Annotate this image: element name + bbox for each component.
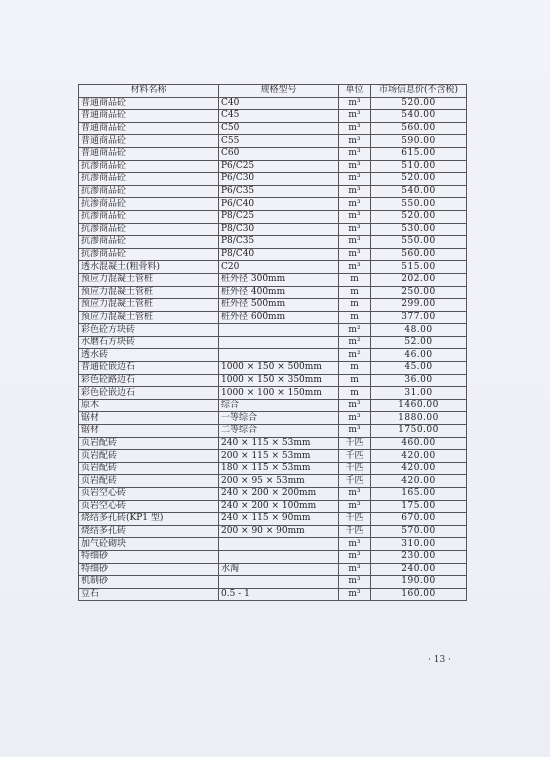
table-body bbox=[79, 97, 467, 601]
cell-material-name: 抗渗商品砼 bbox=[79, 160, 219, 173]
cell-unit: m³ bbox=[339, 135, 371, 148]
cell-price: 550.00 bbox=[371, 236, 467, 249]
cell-price: 250.00 bbox=[371, 286, 467, 299]
cell-price: 460.00 bbox=[371, 437, 467, 450]
cell-unit: m³ bbox=[339, 550, 371, 563]
cell-material-name: 透水混凝土(粗骨料) bbox=[79, 261, 219, 274]
table-row bbox=[79, 525, 467, 538]
table-row bbox=[79, 97, 467, 110]
cell-spec: P8/C40 bbox=[219, 248, 339, 261]
cell-price: 36.00 bbox=[371, 374, 467, 387]
cell-spec: P6/C35 bbox=[219, 185, 339, 198]
cell-spec: 180 × 115 × 53mm bbox=[219, 462, 339, 475]
cell-spec bbox=[219, 349, 339, 362]
table-row bbox=[79, 299, 467, 312]
cell-spec bbox=[219, 576, 339, 589]
cell-unit: m² bbox=[339, 349, 371, 362]
cell-material-name: 普通商品砼 bbox=[79, 122, 219, 135]
cell-spec: 综合 bbox=[219, 399, 339, 412]
header-spec: 规格型号 bbox=[219, 85, 339, 98]
cell-unit: m bbox=[339, 299, 371, 312]
cell-spec: 200 × 90 × 90mm bbox=[219, 525, 339, 538]
cell-price: 202.00 bbox=[371, 273, 467, 286]
cell-spec: 桩外径 400mm bbox=[219, 286, 339, 299]
header-unit: 单位 bbox=[339, 85, 371, 98]
cell-spec bbox=[219, 324, 339, 337]
cell-unit: m³ bbox=[339, 488, 371, 501]
cell-price: 510.00 bbox=[371, 160, 467, 173]
table-row bbox=[79, 273, 467, 286]
table-row bbox=[79, 513, 467, 526]
cell-price: 160.00 bbox=[371, 588, 467, 601]
cell-material-name: 预应力混凝土管桩 bbox=[79, 273, 219, 286]
cell-material-name: 烧结多孔砖 bbox=[79, 525, 219, 538]
cell-price: 590.00 bbox=[371, 135, 467, 148]
cell-spec: P6/C30 bbox=[219, 173, 339, 186]
cell-material-name: 特细砂 bbox=[79, 550, 219, 563]
cell-price: 377.00 bbox=[371, 311, 467, 324]
cell-spec: 桩外径 600mm bbox=[219, 311, 339, 324]
table-row bbox=[79, 387, 467, 400]
cell-material-name: 锯材 bbox=[79, 425, 219, 438]
cell-spec: 240 × 115 × 53mm bbox=[219, 437, 339, 450]
cell-price: 420.00 bbox=[371, 462, 467, 475]
cell-spec: 1000 × 150 × 350mm bbox=[219, 374, 339, 387]
cell-material-name: 抗渗商品砼 bbox=[79, 248, 219, 261]
cell-spec: 240 × 200 × 100mm bbox=[219, 500, 339, 513]
table-row bbox=[79, 563, 467, 576]
cell-material-name: 预应力混凝土管桩 bbox=[79, 299, 219, 312]
cell-price: 530.00 bbox=[371, 223, 467, 236]
table-row bbox=[79, 311, 467, 324]
cell-material-name: 机制砂 bbox=[79, 576, 219, 589]
cell-unit: m³ bbox=[339, 147, 371, 160]
table-row bbox=[79, 261, 467, 274]
cell-material-name: 页岩空心砖 bbox=[79, 488, 219, 501]
cell-unit: m bbox=[339, 286, 371, 299]
cell-unit: m³ bbox=[339, 198, 371, 211]
table-row bbox=[79, 437, 467, 450]
cell-material-name: 抗渗商品砼 bbox=[79, 236, 219, 249]
page-number: · 13 · bbox=[428, 655, 451, 665]
cell-price: 230.00 bbox=[371, 550, 467, 563]
table-row bbox=[79, 488, 467, 501]
cell-spec: 一等综合 bbox=[219, 412, 339, 425]
cell-unit: m³ bbox=[339, 110, 371, 123]
cell-material-name: 彩色砼方块砖 bbox=[79, 324, 219, 337]
cell-material-name: 页岩配砖 bbox=[79, 475, 219, 488]
cell-unit: m³ bbox=[339, 563, 371, 576]
cell-material-name: 烧结多孔砖(KP1 型) bbox=[79, 513, 219, 526]
header-material-name: 材料名称 bbox=[79, 85, 219, 98]
cell-material-name: 锯材 bbox=[79, 412, 219, 425]
cell-material-name: 预应力混凝土管桩 bbox=[79, 311, 219, 324]
cell-unit: m³ bbox=[339, 399, 371, 412]
cell-material-name: 抗渗商品砼 bbox=[79, 185, 219, 198]
table-row bbox=[79, 198, 467, 211]
cell-unit: m³ bbox=[339, 538, 371, 551]
table-header-row bbox=[79, 85, 467, 98]
cell-spec: 桩外径 500mm bbox=[219, 299, 339, 312]
cell-spec: P6/C40 bbox=[219, 198, 339, 211]
cell-spec: C60 bbox=[219, 147, 339, 160]
table-row bbox=[79, 425, 467, 438]
table-row bbox=[79, 450, 467, 463]
cell-spec bbox=[219, 336, 339, 349]
cell-material-name: 水磨石方块砖 bbox=[79, 336, 219, 349]
cell-material-name: 特细砂 bbox=[79, 563, 219, 576]
table-row bbox=[79, 399, 467, 412]
cell-unit: 千匹 bbox=[339, 437, 371, 450]
cell-price: 560.00 bbox=[371, 248, 467, 261]
cell-unit: m³ bbox=[339, 160, 371, 173]
cell-unit: 千匹 bbox=[339, 513, 371, 526]
cell-price: 520.00 bbox=[371, 210, 467, 223]
table-row bbox=[79, 135, 467, 148]
table-row bbox=[79, 475, 467, 488]
cell-material-name: 页岩配砖 bbox=[79, 437, 219, 450]
cell-material-name: 页岩空心砖 bbox=[79, 500, 219, 513]
table-row bbox=[79, 160, 467, 173]
cell-price: 52.00 bbox=[371, 336, 467, 349]
cell-spec: 0.5 - 1 bbox=[219, 588, 339, 601]
cell-spec: 240 × 115 × 90mm bbox=[219, 513, 339, 526]
cell-spec: 200 × 115 × 53mm bbox=[219, 450, 339, 463]
cell-material-name: 普通商品砼 bbox=[79, 135, 219, 148]
cell-price: 299.00 bbox=[371, 299, 467, 312]
cell-spec bbox=[219, 538, 339, 551]
cell-price: 1460.00 bbox=[371, 399, 467, 412]
table-row bbox=[79, 173, 467, 186]
cell-spec: C20 bbox=[219, 261, 339, 274]
cell-spec: 水淘 bbox=[219, 563, 339, 576]
cell-price: 570.00 bbox=[371, 525, 467, 538]
cell-unit: m³ bbox=[339, 500, 371, 513]
cell-price: 190.00 bbox=[371, 576, 467, 589]
table-row bbox=[79, 462, 467, 475]
cell-spec: C55 bbox=[219, 135, 339, 148]
cell-material-name: 抗渗商品砼 bbox=[79, 210, 219, 223]
cell-spec: 二等综合 bbox=[219, 425, 339, 438]
cell-price: 240.00 bbox=[371, 563, 467, 576]
cell-unit: 千匹 bbox=[339, 525, 371, 538]
cell-unit: 千匹 bbox=[339, 475, 371, 488]
cell-unit: m³ bbox=[339, 210, 371, 223]
cell-unit: 千匹 bbox=[339, 450, 371, 463]
cell-material-name: 加气砼砌块 bbox=[79, 538, 219, 551]
cell-spec: C45 bbox=[219, 110, 339, 123]
cell-unit: m bbox=[339, 311, 371, 324]
cell-material-name: 豆石 bbox=[79, 588, 219, 601]
cell-unit: m³ bbox=[339, 173, 371, 186]
cell-unit: m bbox=[339, 273, 371, 286]
cell-spec: 240 × 200 × 200mm bbox=[219, 488, 339, 501]
cell-unit: m bbox=[339, 374, 371, 387]
cell-material-name: 抗渗商品砼 bbox=[79, 198, 219, 211]
cell-price: 1880.00 bbox=[371, 412, 467, 425]
table-row bbox=[79, 538, 467, 551]
cell-price: 670.00 bbox=[371, 513, 467, 526]
table-row bbox=[79, 324, 467, 337]
table-row bbox=[79, 210, 467, 223]
cell-price: 550.00 bbox=[371, 198, 467, 211]
cell-material-name: 普通商品砼 bbox=[79, 147, 219, 160]
cell-price: 31.00 bbox=[371, 387, 467, 400]
cell-spec: P6/C25 bbox=[219, 160, 339, 173]
table-row bbox=[79, 223, 467, 236]
cell-material-name: 抗渗商品砼 bbox=[79, 173, 219, 186]
cell-material-name: 普通商品砼 bbox=[79, 97, 219, 110]
cell-material-name: 页岩配砖 bbox=[79, 462, 219, 475]
cell-unit: m³ bbox=[339, 248, 371, 261]
cell-material-name: 透水砖 bbox=[79, 349, 219, 362]
table-row bbox=[79, 236, 467, 249]
cell-spec: 1000 × 100 × 150mm bbox=[219, 387, 339, 400]
cell-unit: m³ bbox=[339, 425, 371, 438]
cell-unit: m bbox=[339, 387, 371, 400]
table-row bbox=[79, 185, 467, 198]
cell-unit: m³ bbox=[339, 576, 371, 589]
cell-price: 420.00 bbox=[371, 475, 467, 488]
cell-price: 540.00 bbox=[371, 185, 467, 198]
cell-unit: m³ bbox=[339, 122, 371, 135]
table-row bbox=[79, 147, 467, 160]
cell-material-name: 彩色砼嵌边石 bbox=[79, 387, 219, 400]
table-row bbox=[79, 412, 467, 425]
table-row bbox=[79, 588, 467, 601]
cell-unit: m³ bbox=[339, 185, 371, 198]
cell-price: 165.00 bbox=[371, 488, 467, 501]
cell-price: 1750.00 bbox=[371, 425, 467, 438]
cell-price: 560.00 bbox=[371, 122, 467, 135]
cell-price: 540.00 bbox=[371, 110, 467, 123]
table-row bbox=[79, 500, 467, 513]
table-row bbox=[79, 550, 467, 563]
cell-price: 48.00 bbox=[371, 324, 467, 337]
cell-price: 615.00 bbox=[371, 147, 467, 160]
cell-spec: C50 bbox=[219, 122, 339, 135]
header-price: 市场信息价(不含税) bbox=[371, 85, 467, 98]
cell-price: 46.00 bbox=[371, 349, 467, 362]
cell-unit: 千匹 bbox=[339, 462, 371, 475]
cell-material-name: 抗渗商品砼 bbox=[79, 223, 219, 236]
cell-spec: 200 × 95 × 53mm bbox=[219, 475, 339, 488]
cell-unit: m² bbox=[339, 324, 371, 337]
cell-unit: m³ bbox=[339, 412, 371, 425]
cell-price: 520.00 bbox=[371, 173, 467, 186]
table-row bbox=[79, 374, 467, 387]
cell-material-name: 彩色砼路边石 bbox=[79, 374, 219, 387]
table-row bbox=[79, 336, 467, 349]
cell-price: 515.00 bbox=[371, 261, 467, 274]
cell-material-name: 普通砼嵌边石 bbox=[79, 362, 219, 375]
cell-price: 175.00 bbox=[371, 500, 467, 513]
cell-material-name: 原木 bbox=[79, 399, 219, 412]
material-price-table bbox=[78, 84, 467, 601]
cell-price: 310.00 bbox=[371, 538, 467, 551]
table-row bbox=[79, 362, 467, 375]
cell-spec: P8/C30 bbox=[219, 223, 339, 236]
cell-unit: m² bbox=[339, 336, 371, 349]
cell-unit: m³ bbox=[339, 223, 371, 236]
cell-spec: P8/C25 bbox=[219, 210, 339, 223]
cell-spec: 1000 × 150 × 500mm bbox=[219, 362, 339, 375]
table-row bbox=[79, 122, 467, 135]
cell-material-name: 预应力混凝土管桩 bbox=[79, 286, 219, 299]
cell-unit: m³ bbox=[339, 236, 371, 249]
cell-spec: C40 bbox=[219, 97, 339, 110]
cell-price: 420.00 bbox=[371, 450, 467, 463]
cell-unit: m³ bbox=[339, 261, 371, 274]
cell-spec bbox=[219, 550, 339, 563]
table-row bbox=[79, 110, 467, 123]
table-row bbox=[79, 248, 467, 261]
table-row bbox=[79, 286, 467, 299]
table-row bbox=[79, 576, 467, 589]
cell-spec: 桩外径 300mm bbox=[219, 273, 339, 286]
cell-unit: m bbox=[339, 362, 371, 375]
cell-spec: P8/C35 bbox=[219, 236, 339, 249]
cell-unit: m³ bbox=[339, 97, 371, 110]
table-row bbox=[79, 349, 467, 362]
cell-material-name: 普通商品砼 bbox=[79, 110, 219, 123]
cell-price: 520.00 bbox=[371, 97, 467, 110]
cell-material-name: 页岩配砖 bbox=[79, 450, 219, 463]
cell-price: 45.00 bbox=[371, 362, 467, 375]
cell-unit: m³ bbox=[339, 588, 371, 601]
